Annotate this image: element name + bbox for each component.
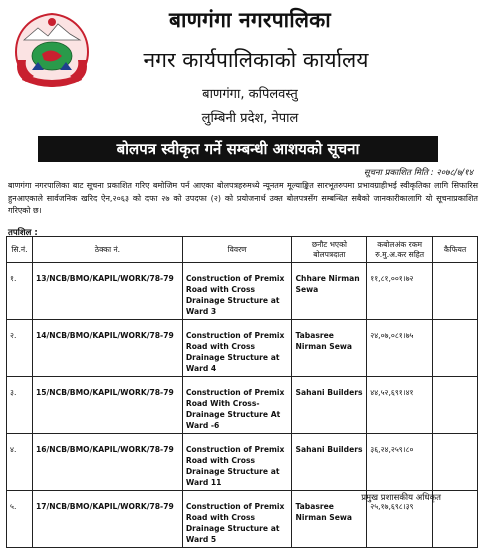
row-contract-no: 17/NCB/BMO/KAPIL/WORK/78-79 [32, 491, 182, 548]
row-amount: २४,०७,०८१।७५ [367, 320, 433, 377]
row-description: Construction of Premix Road With Cross-Drainage Structure At Ward -6 [182, 377, 292, 434]
row-contract-no: 15/NCB/BMO/KAPIL/WORK/78-79 [32, 377, 182, 434]
row-contract-no: 13/NCB/BMO/KAPIL/WORK/78-79 [32, 263, 182, 320]
notice-paragraph: बाणगंगा नगरपालिका बाट सूचना प्रकाशित गरिए बमोजिम पर्न आएका बोलपत्रहरुमध्ये न्यूनतम मूल्याङ्कित सारभूतरुपमा प्रभावग्राहीभई स्वीकृतिका लागि सिफारिस हुनआएकाले सार्वजनिक खरिद ऐन,२०६३ को दफा २७ को उपदफा (२) को प्रयोजनार्थ उक्त बोलपत्रसँग सम्बन्धित सबैको जानकारीकालागि यो सूचनाप्रकाशित गरिएको छ। [8, 181, 478, 215]
notice-banner: बोलपत्र स्वीकृत गर्ने सम्बन्धी आशयको सूचना [38, 136, 438, 162]
row-description: Construction of Premix Road with Cross Drainage Structure at Ward 5 [182, 491, 292, 548]
address-line-1: बाणगंगा, कपिलवस्तु [202, 87, 298, 102]
table-row [7, 434, 478, 491]
header-remarks: कैफियत [433, 237, 478, 263]
municipality-title: बाणगंगा नगरपालिका [169, 8, 331, 32]
row-bidder: Sahani Builders [292, 434, 367, 491]
header-amount: कबोलअंक रकम रु.मु.अ.कर सहित [367, 237, 433, 263]
header-sn: सि.नं. [7, 237, 33, 263]
row-amount: ११,८१,००१।७२ [367, 263, 433, 320]
table-row [7, 263, 478, 320]
government-emblem-icon [8, 10, 96, 90]
address-line-2: लुम्बिनी प्रदेश, नेपाल [201, 111, 299, 126]
table-row [7, 320, 478, 377]
row-remarks [433, 377, 478, 434]
row-amount: ४४,५२,६९१।४१ [367, 377, 433, 434]
row-sn: ३. [7, 377, 33, 434]
header-description: विवरण [182, 237, 292, 263]
row-bidder: Chhare Nirman Sewa [292, 263, 367, 320]
table-row [7, 377, 478, 434]
row-bidder: Tabasree Nirman Sewa [292, 491, 367, 548]
row-amount: २५,१७,६९८।३९ [367, 491, 433, 548]
header-contract-no: ठेक्का नं. [32, 237, 182, 263]
details-heading: तपशिल : [8, 228, 38, 238]
signature-label: प्रमुख प्रशासकीय अधिकृत [361, 493, 441, 503]
row-remarks [433, 434, 478, 491]
row-sn: ४. [7, 434, 33, 491]
row-remarks [433, 263, 478, 320]
row-bidder: Sahani Builders [292, 377, 367, 434]
row-description: Construction of Premix Road with Cross Drainage Structure at Ward 11 [182, 434, 292, 491]
header-bidder: छनौट भएको बोलपत्रदाता [292, 237, 367, 263]
row-bidder: Tabasree Nirman Sewa [292, 320, 367, 377]
row-amount: ३६,२४,२५९।८० [367, 434, 433, 491]
row-sn: ५. [7, 491, 33, 548]
row-sn: २. [7, 320, 33, 377]
row-description: Construction of Premix Road with Cross Drainage Structure at Ward 4 [182, 320, 292, 377]
table-header-row [7, 237, 478, 263]
row-sn: १. [7, 263, 33, 320]
row-contract-no: 16/NCB/BMO/KAPIL/WORK/78-79 [32, 434, 182, 491]
row-remarks [433, 320, 478, 377]
row-description: Construction of Premix Road with Cross Drainage Structure at Ward 3 [182, 263, 292, 320]
office-title: नगर कार्यपालिकाको कार्यालय [143, 48, 369, 72]
publication-date: सूचना प्रकाशित मिति : २०७८/७/१४ [363, 168, 473, 178]
row-contract-no: 14/NCB/BMO/KAPIL/WORK/78-79 [32, 320, 182, 377]
